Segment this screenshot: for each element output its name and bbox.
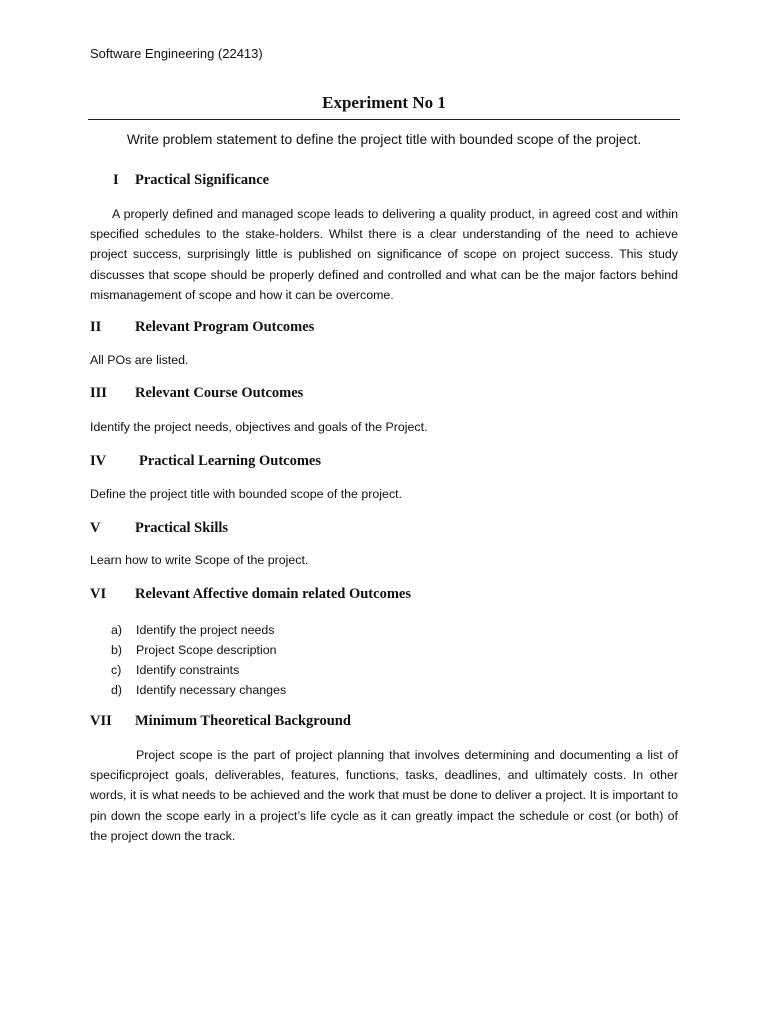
list-marker: a) <box>111 623 123 637</box>
experiment-title: Experiment No 1 <box>322 93 446 112</box>
section-title: Minimum Theoretical Background <box>135 713 351 729</box>
section-number: V <box>90 520 101 536</box>
section-number: IV <box>90 453 107 469</box>
section-title: Practical Learning Outcomes <box>139 453 322 469</box>
section-body-practical-significance: A properly defined and managed scope leads to delivering a quality product, in agreed cost and within specified schedules to the stake-holders. Whilst there is a clear understanding of the need to achieve project success, surprisingly little is published on significance of scope on project success. This study discusses that scope should be properly defined and controlled and what can be the major factors behind mismanagement of scope and how it can be overcome. <box>90 207 678 302</box>
section-title: Practical Significance <box>135 172 270 188</box>
section-number: I <box>113 172 119 188</box>
section-title: Relevant Affective domain related Outcomes <box>135 586 411 602</box>
list-item-text: Identify necessary changes <box>136 683 287 697</box>
section-body-program-outcomes: All POs are listed. <box>90 353 189 367</box>
section-title: Practical Skills <box>135 520 229 536</box>
section-number: VI <box>90 586 107 602</box>
section-number: II <box>90 319 102 335</box>
course-header: Software Engineering (22413) <box>90 46 263 61</box>
section-title: Relevant Course Outcomes <box>135 385 304 401</box>
section-number: VII <box>90 713 112 729</box>
problem-statement: Write problem statement to define the project title with bounded scope of the project. <box>126 132 642 147</box>
section-number: III <box>90 385 107 401</box>
list-marker: b) <box>111 643 123 657</box>
section-title: Relevant Program Outcomes <box>135 319 315 335</box>
section-body-course-outcomes: Identify the project needs, objectives and goals of the Project. <box>90 420 428 434</box>
list-item-text: Identify constraints <box>136 663 240 677</box>
list-marker: c) <box>111 663 122 677</box>
list-item-text: Project Scope description <box>136 643 277 657</box>
section-body-learning-outcomes: Define the project title with bounded scope of the project. <box>90 487 403 501</box>
title-divider <box>88 119 680 120</box>
list-item-text: Identify the project needs <box>136 623 275 637</box>
list-marker: d) <box>111 683 123 697</box>
section-body-practical-skills: Learn how to write Scope of the project. <box>90 553 309 567</box>
section-body-theoretical-background: Project scope is the part of project planning that involves determining and documenting a list of specificproject goals, deliverables, features, functions, tasks, deadlines, and ultimately costs. In other words, it is what needs to be achieved and the work that must be done to deliver a project. It is important to pin down the scope early in a project’s life cycle as it can greatly impact the schedule or cost (or both) of the project down the track. <box>90 748 678 843</box>
